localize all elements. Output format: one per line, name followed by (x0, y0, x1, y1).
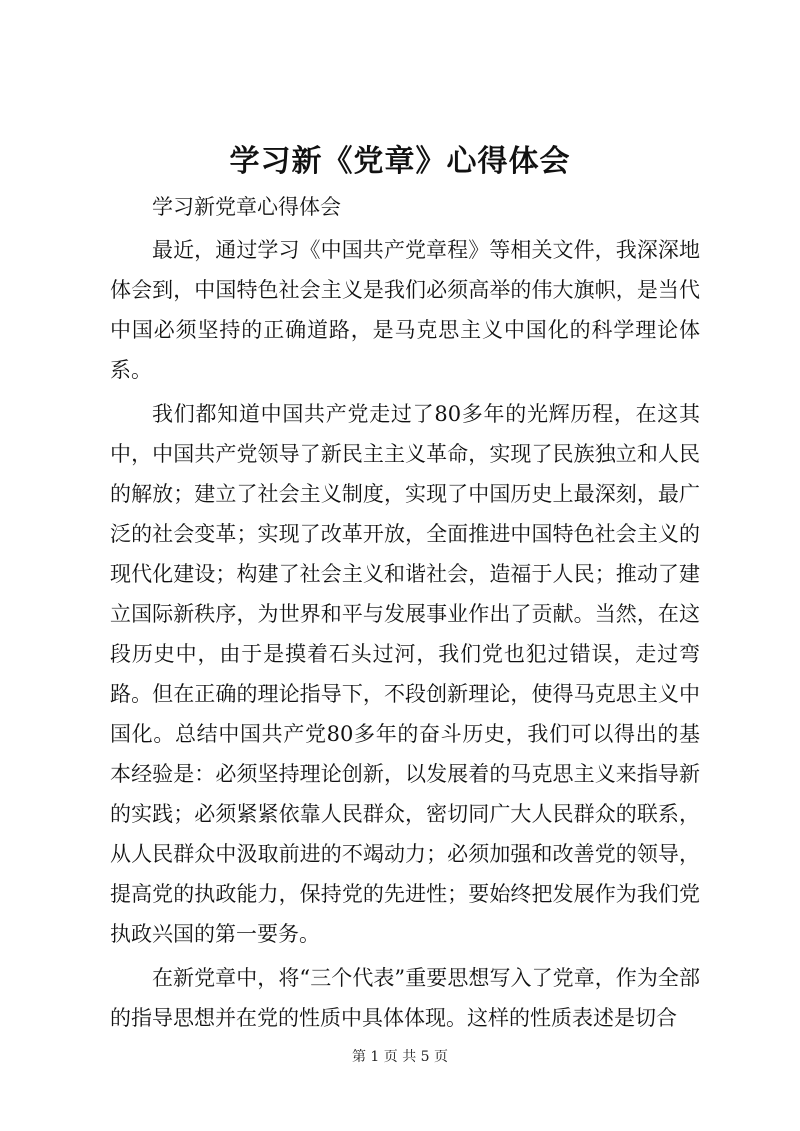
document-subtitle: 学习新党章心得体会 (152, 195, 341, 219)
paragraph-2: 我们都知道中国共产党走过了80多年的光辉历程，在这其中，中国共产党领导了新民主主义革命，实现了民族独立和人民的解放；建立了社会主义制度，实现了中国历史上最深刻，最广泛的社会变革；实现了改革开放，全面推进中国特色社会主义的现代化建设；构建了社会主义和谐社会，造福于人民；推动了建立国际新秩序，为世界和平与发展事业作出了贡献。当然，在这段历史中，由于是摸着石头过河，我们党也犯过错误，走过弯路。但在正确的理论指导下，不段创新理论，使得马克思主义中国化。总结中国共产党80多年的奋斗历史，我们可以得出的基本经验是：必须坚持理论创新，以发展着的马克思主义来指导新的实践；必须紧紧依靠人民群众，密切同广大人民群众的联系，从人民群众中汲取前进的不竭动力；必须加强和改善党的领导，提高党的执政能力，保持党的先进性；要始终把发展作为我们党执政兴国的第一要务。 (110, 402, 700, 946)
paragraph-3: 在新党章中，将“三个代表”重要思想写入了党章，作为全部的指导思想并在党的性质中具体体现。这样的性质表述是切合 (110, 966, 700, 1030)
document-body (110, 187, 700, 1042)
paragraph-1: 最近，通过学习《中国共产党章程》等相关文件，我深深地体会到，中国特色社会主义是我们必须高举的伟大旗帜，是当代中国必须坚持的正确道路，是马克思主义中国化的科学理论体系。 (110, 238, 700, 382)
page-footer: 第 1 页 共 5 页 (351, 1049, 449, 1065)
document-title: 学习新《党章》心得体会 (229, 144, 571, 179)
